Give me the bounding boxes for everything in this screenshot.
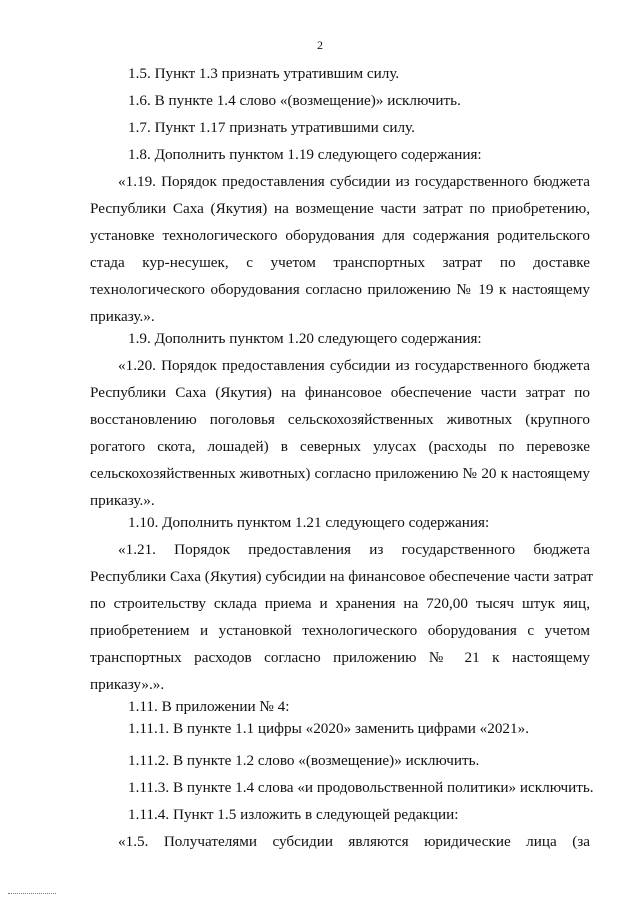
text-line: 1.5. Пункт 1.3 признать утратившим силу. [128, 65, 400, 82]
text-line: приказу.». [90, 492, 155, 509]
text-line: 1.9. Дополнить пунктом 1.20 следующего содержания: [128, 330, 482, 347]
text-line: 1.8. Дополнить пунктом 1.19 следующего содержания: [128, 146, 482, 163]
text-line: установке технологического оборудования для содержания родительского [90, 227, 590, 244]
text-line: Республики Саха (Якутия) на финансовое обеспечение части затрат по [90, 384, 590, 401]
text-line: транспортных расходов согласно приложению № 21 к настоящему [90, 649, 590, 666]
text-line: «1.20. Порядок предоставления субсидии из государственного бюджета [118, 357, 590, 374]
text-line: Республики Саха (Якутия) на возмещение части затрат по приобретению, [90, 200, 590, 217]
text-line: «1.19. Порядок предоставления субсидии из государственного бюджета [118, 173, 590, 190]
text-line: 1.11.3. В пункте 1.4 слова «и продовольственной политики» исключить. [128, 779, 594, 796]
text-line: приобретением и установкой технологического оборудования с учетом [90, 622, 590, 639]
text-line: стада кур-несушек, с учетом транспортных затрат по доставке [90, 254, 590, 271]
text-line: 1.11.1. В пункте 1.1 цифры «2020» заменить цифрами «2021». [128, 720, 529, 737]
text-line: 1.7. Пункт 1.17 признать утратившими силу. [128, 119, 415, 136]
text-line: сельскохозяйственных животных) согласно приложению № 20 к настоящему [90, 465, 590, 482]
text-line: восстановлению поголовья сельскохозяйственных животных (крупного [90, 411, 590, 428]
text-line: «1.5. Получателями субсидии являются юридические лица (за [118, 833, 590, 850]
text-line: технологического оборудования согласно приложению № 19 к настоящему [90, 281, 590, 298]
text-line: «1.21. Порядок предоставления из государственного бюджета [118, 541, 590, 558]
page-number: 2 [317, 38, 323, 52]
text-line: 1.11.2. В пункте 1.2 слово «(возмещение)» исключить. [128, 752, 480, 769]
text-line: приказу.». [90, 308, 155, 325]
footer-rule [8, 893, 56, 894]
text-line: 1.10. Дополнить пунктом 1.21 следующего содержания: [128, 514, 490, 531]
text-line: рогатого скота, лошадей) в северных улусах (расходы по перевозке [90, 438, 590, 455]
text-line: приказу».». [90, 676, 165, 693]
text-line: 1.6. В пункте 1.4 слово «(возмещение)» исключить. [128, 92, 461, 109]
text-line: Республики Саха (Якутия) субсидии на финансовое обеспечение части затрат [90, 568, 594, 585]
text-line: 1.11.4. Пункт 1.5 изложить в следующей редакции: [128, 806, 459, 823]
text-line: 1.11. В приложении № 4: [128, 698, 290, 715]
text-line: по строительству склада приема и хранения на 720,00 тысяч штук яиц, [90, 595, 590, 612]
